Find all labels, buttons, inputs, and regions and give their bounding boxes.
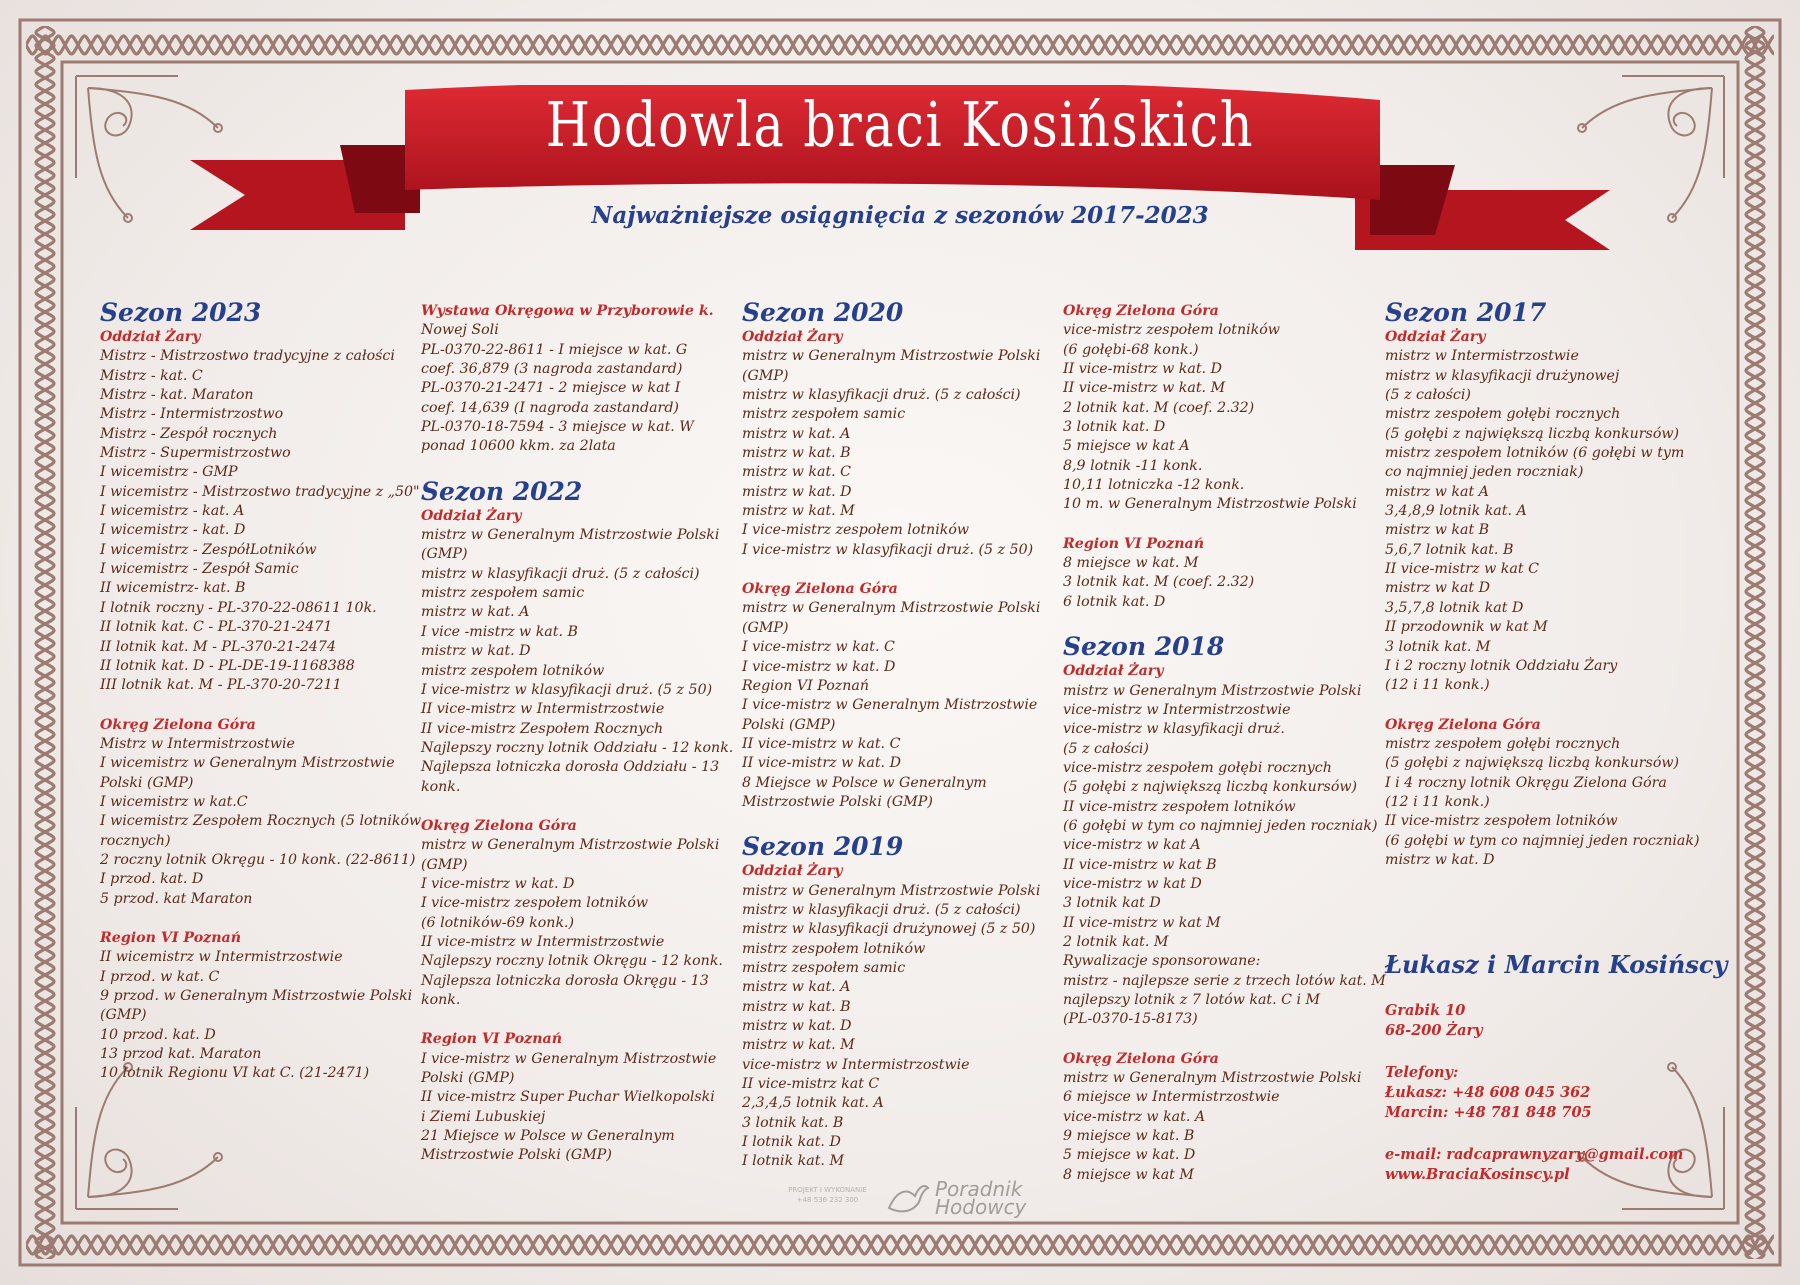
achievement-line: mistrz w klasyfikacji druż. (5 z całości) (742, 387, 1021, 404)
website-text: www.BraciaKosinscy.pl (1385, 1166, 1570, 1183)
achievement-line: mistrz w klasyfikacji druż. (5 z całości) (421, 565, 700, 582)
section-heading: Region VI Poznań (100, 929, 242, 946)
achievement-line: I wicemistrz - Zespół Samic (100, 561, 299, 578)
achievement-line: Najlepszy roczny lotnik Okręgu - 12 konk. (421, 953, 723, 970)
achievement-line: II lotnik kat. D - PL-DE-19-1168388 (100, 657, 355, 674)
achievement-line: (6 lotników-69 konk.) (421, 914, 575, 931)
achievement-line: mistrz w kat. A (742, 979, 851, 996)
achievement-list (742, 882, 1062, 1172)
season-heading: Sezon 2022 (421, 476, 583, 506)
achievement-line: mistrz zespołem samic (742, 959, 906, 976)
achievement-line: II vice-mistrz kat C (742, 1076, 880, 1093)
column-2018 (1063, 302, 1386, 1185)
achievement-line: mistrz w Generalnym Mistrzostwie Polski (421, 837, 720, 854)
achievement-line: Najlepszy roczny lotnik Oddziału - 12 konk. (421, 739, 734, 756)
achievement-line: mistrz w Generalnym Mistrzostwie Polski (421, 527, 720, 544)
achievement-line: (GMP) (742, 619, 789, 636)
achievement-line: (5 gołębi z największą liczbą konkursów) (1385, 425, 1680, 442)
achievement-list (742, 347, 1062, 560)
achievement-line: Region VI Poznań (742, 677, 869, 694)
achievement-line: I vice-mistrz w Generalnym Mistrzostwie (421, 1050, 717, 1067)
achievement-line: 10 m. w Generalnym Mistrzostwie Polski (1063, 496, 1357, 513)
achievement-line: 10 lotnik Regionu VI kat C. (21-2471) (100, 1065, 370, 1082)
achievement-line: (GMP) (421, 856, 468, 873)
achievement-line: I i 2 roczny lotnik Oddziału Żary (1385, 657, 1618, 674)
achievement-line: vice-mistrz w kat A (1063, 837, 1201, 854)
column-2022 (421, 302, 741, 1166)
achievement-line: mistrz w kat. D (1385, 851, 1495, 868)
pigeon-icon (885, 1180, 930, 1220)
owners-name: Łukasz i Marcin Kosińscy (1385, 950, 1728, 979)
section-heading: Okręg Zielona Góra (1385, 716, 1541, 733)
achievement-line: I przod. kat. D (100, 871, 204, 888)
achievement-line: coef. 14,639 (I nagroda zastandard) (421, 399, 679, 416)
achievement-line: mistrz w kat. A (421, 604, 530, 621)
achievement-line: mistrz w kat. D (742, 483, 852, 500)
achievement-line: vice-mistrz w Intermistrzostwie (1063, 701, 1291, 718)
achievement-line: 3,4,8,9 lotnik kat. A (1385, 503, 1527, 520)
achievement-line: mistrz w kat. B (742, 998, 851, 1015)
achievement-line: mistrz w kat B (1385, 522, 1490, 539)
achievement-line: I wicemistrz - kat. A (100, 503, 245, 520)
achievement-line: I wicemistrz w Generalnym Mistrzostwie (100, 755, 395, 772)
achievement-line: (12 i 11 konk.) (1385, 677, 1490, 694)
achievement-line: (6 gołębi w tym co najmniej jeden roczniak) (1385, 832, 1700, 849)
achievement-line: mistrz w kat. D (742, 1018, 852, 1034)
achievement-line: I vice-mistrz zespołem lotników (421, 895, 649, 912)
achievement-line: PL-0370-22-8611 - I miejsce w kat. G (421, 341, 688, 358)
achievement-list (1063, 321, 1383, 514)
achievement-line: konk. (421, 778, 461, 795)
achievement-line: I lotnik kat. M (742, 1153, 844, 1170)
achievement-line: II vice-mistrz w Intermistrzostwie (421, 701, 665, 718)
achievement-line: 5 przod. kat Maraton (100, 890, 253, 907)
phone-marcin: Marcin: +48 781 848 705 (1385, 1104, 1592, 1121)
achievement-line: 5 miejsce w kat. D (1063, 1147, 1196, 1164)
achievement-list (421, 836, 741, 1010)
achievement-line: I vice-mistrz w kat. C (742, 639, 895, 656)
achievement-line: II vice-mistrz w kat B (1063, 856, 1217, 873)
section-heading: Okręg Zielona Góra (742, 581, 898, 598)
achievement-line: II vice-mistrz w kat M (1063, 914, 1221, 931)
achievement-line: I vice-mistrz w klasyfikacji druż. (5 z 50) (421, 681, 713, 698)
season-heading: Sezon 2020 (742, 298, 904, 327)
achievement-line: mistrz w Generalnym Mistrzostwie Polski (742, 348, 1041, 365)
poster-subtitle: Najważniejsze osiągnięcia z sezonów 2017-2023 (591, 202, 1209, 229)
poster-title: Hodowla braci Kosińskich (545, 88, 1255, 161)
achievement-line: Mistrz w Intermistrzostwie (100, 735, 295, 752)
achievement-line: coef. 36,879 (3 nagroda zastandard) (421, 361, 683, 378)
email-text: e-mail: radcaprawnyzary@gmail.com (1385, 1146, 1684, 1163)
achievement-line: II wicemistrz- kat. B (100, 580, 246, 597)
achievement-line: (GMP) (421, 546, 468, 563)
achievement-line: vice-mistrz w klasyfikacji druż. (1063, 721, 1285, 738)
section-heading: Okręg Zielona Góra (421, 817, 577, 834)
achievement-line: I lotnik roczny - PL-370-22-08611 10k. (100, 599, 377, 616)
achievement-line: 3 lotnik kat. M (1385, 638, 1491, 655)
achievement-line: (5 gołębi z największą liczbą konkursów) (1385, 755, 1680, 772)
achievement-line: mistrz zespołem gołębi rocznych (1385, 406, 1621, 423)
achievement-line: Mistrzostwie Polski (GMP) (742, 793, 933, 810)
achievement-line: mistrz w Intermistrzostwie (1385, 348, 1579, 365)
logo-line2: Hodowcy (935, 1195, 1027, 1219)
achievement-line: 21 Miejsce w Polsce w Generalnym (421, 1128, 675, 1145)
achievement-line: I vice-mistrz w Generalnym Mistrzostwie (742, 697, 1038, 714)
achievement-line: najlepszy lotnik z 7 lotów kat. C i M (1063, 992, 1321, 1008)
achievement-line: mistrz w klasyfikacji drużynowej (1385, 367, 1620, 384)
achievement-line: (5 z całości) (1385, 387, 1471, 404)
section-heading: Region VI Poznań (1063, 535, 1205, 552)
achievement-line: mistrz zespołem lotników (742, 940, 926, 957)
achievement-line: I wicemistrz - kat. D (100, 522, 246, 539)
achievement-line: mistrz w Generalnym Mistrzostwie Polski (1063, 682, 1362, 699)
achievement-line: Mistrz - kat. C (100, 367, 203, 384)
achievement-line: Polski (GMP) (421, 1070, 515, 1087)
achievement-list (100, 347, 420, 695)
achievement-line: II wicemistrz w Intermistrzostwie (100, 949, 343, 966)
achievement-line: vice-mistrz zespołem lotników (1063, 322, 1280, 339)
achievement-line: mistrz zespołem lotników (421, 662, 605, 679)
achievement-list (421, 321, 741, 456)
achievement-line: I wicemistrz - ZespółLotników (100, 541, 317, 558)
achievement-line: 3,5,7,8 lotnik kat D (1385, 599, 1524, 616)
achievement-line: vice-mistrz w kat D (1063, 875, 1202, 892)
contact-block (1385, 950, 1728, 1185)
achievement-line: konk. (421, 992, 461, 1008)
credit-phone: +48 536 232 300 (796, 1196, 859, 1204)
section-heading: Region VI Poznań (421, 1031, 563, 1048)
achievement-line: mistrz w kat. M (742, 1037, 855, 1054)
achievement-line: 2 lotnik kat. M (coef. 2.32) (1063, 399, 1255, 416)
logo-line1: Poradnik (935, 1177, 1023, 1201)
achievement-list (100, 735, 420, 909)
achievement-line: 8 miejsce w kat. M (1063, 555, 1199, 572)
achievement-line: mistrz - najlepsze serie z trzech lotów kat. M (1063, 972, 1386, 989)
achievement-line: 2 roczny lotnik Okręgu - 10 konk. (22-8611) (100, 851, 416, 868)
achievement-line: II vice-mistrz Zespołem Rocznych (421, 720, 664, 737)
column-2023 (100, 298, 420, 1084)
achievement-line: i Ziemi Lubuskiej (421, 1108, 546, 1125)
achievement-line: Mistrz - Intermistrzostwo (100, 406, 284, 423)
season-heading: Sezon 2023 (100, 298, 262, 327)
achievement-line: I vice-mistrz w klasyfikacji druż. (5 z 50) (742, 541, 1034, 558)
achievement-list (421, 1050, 741, 1166)
achievement-line: 3 lotnik kat. M (coef. 2.32) (1063, 574, 1255, 591)
achievement-line: 9 przod. w Generalnym Mistrzostwie Polski (100, 988, 413, 1004)
season-heading: Sezon 2018 (1063, 632, 1225, 662)
achievement-line: I vice-mistrz w kat. D (742, 658, 896, 675)
achievement-line: (5 z całości) (1063, 740, 1149, 757)
achievement-line: 6 lotnik kat. D (1063, 593, 1166, 610)
achievement-line: I vice -mistrz w kat. B (421, 623, 578, 640)
achievement-list (1063, 554, 1383, 612)
achievement-line: (5 gołębi z największą liczbą konkursów) (1063, 779, 1358, 796)
section-heading: Oddział Żary (1385, 329, 1486, 345)
achievement-list (742, 599, 1062, 812)
phones-label: Telefony: (1385, 1064, 1459, 1081)
achievement-line: 3 lotnik kat. B (742, 1114, 844, 1131)
achievement-line: Mistrzostwie Polski (GMP) (421, 1147, 612, 1164)
achievement-line: I przod. w kat. C (100, 968, 220, 985)
achievement-line: II vice-mistrz zespołem lotników (1063, 798, 1296, 815)
section-heading: Oddział Żary (742, 863, 843, 880)
achievement-line: I wicemistrz Zespołem Rocznych (5 lotników (100, 813, 422, 830)
achievement-line: mistrz w kat. D (421, 643, 531, 660)
achievement-line: Nowej Soli (421, 322, 499, 339)
achievement-line: PL-0370-21-2471 - 2 miejsce w kat I (421, 380, 681, 397)
achievement-line: mistrz zespołem gołębi rocznych (1385, 735, 1621, 752)
section-heading: Oddział Żary (100, 329, 201, 345)
achievement-line: mistrz zespołem lotników (6 gołębi w tym (1385, 445, 1685, 462)
achievement-line: 9 miejsce w kat. B (1063, 1128, 1195, 1145)
phone-lukasz: Łukasz: +48 608 045 362 (1385, 1084, 1591, 1101)
column-2020-2019 (742, 298, 1062, 1172)
achievement-line: mistrz w Generalnym Mistrzostwie Polski (742, 600, 1041, 617)
achievement-line: Polski (GMP) (742, 716, 836, 733)
achievement-list (1385, 347, 1705, 695)
section-heading: Wystawa Okręgowa w Przyborowie k. (421, 303, 714, 319)
achievement-line: mistrz w kat A (1385, 483, 1489, 500)
achievement-line: II vice-mistrz w kat. C (742, 735, 901, 752)
achievement-line: co najmniej jeden roczniak) (1385, 464, 1584, 481)
achievement-line: Mistrz - Supermistrzostwo (100, 445, 291, 462)
achievement-line: II vice-mistrz w kat. D (1063, 361, 1222, 378)
section-heading: Oddział Żary (1063, 663, 1164, 680)
achievement-line: Polski (GMP) (100, 774, 194, 791)
section-heading: Okręg Zielona Góra (100, 716, 256, 733)
achievement-line: II lotnik kat. C - PL-370-21-2471 (100, 619, 333, 636)
achievement-line: Rywalizacje sponsorowane: (1063, 953, 1261, 970)
poradnik-hodowcy-logo (935, 1177, 1027, 1219)
achievement-line: I wicemistrz - Mistrzostwo tradycyjne z „50" (100, 483, 420, 500)
achievement-line: 2,3,4,5 lotnik kat. A (742, 1095, 884, 1112)
achievement-line: mistrz w kat. M (742, 503, 855, 520)
achievement-line: 8 miejsce w kat M (1063, 1166, 1194, 1183)
achievement-line: vice-mistrz zespołem gołębi rocznych (1063, 759, 1332, 776)
achievement-line: mistrz w Generalnym Mistrzostwie Polski (1063, 1070, 1362, 1087)
achievement-line: II vice-mistrz w kat. M (1063, 380, 1226, 397)
achievement-line: I wicemistrz - GMP (100, 464, 238, 481)
section-heading: Okręg Zielona Góra (1063, 303, 1219, 319)
achievement-line: 5 miejsce w kat A (1063, 438, 1190, 455)
achievement-line: 8 Miejsce w Polsce w Generalnym (742, 774, 987, 791)
achievement-list (421, 526, 741, 797)
achievement-line: II vice-mistrz w Intermistrzostwie (421, 933, 665, 950)
address-line: Grabik 10 (1385, 1002, 1466, 1019)
achievement-line: 13 przod kat. Maraton (100, 1046, 262, 1063)
achievement-line: PL-0370-18-7594 - 3 miejsce w kat. W (421, 419, 694, 436)
achievement-line: II przodownik w kat M (1385, 619, 1548, 636)
achievement-line: (12 i 11 konk.) (1385, 793, 1490, 810)
section-heading: Oddział Żary (421, 507, 522, 524)
achievement-line: 5,6,7 lotnik kat. B (1385, 541, 1514, 558)
column-2017 (1385, 298, 1705, 870)
credit-line: PROJEKT I WYKONANIE (788, 1186, 867, 1194)
achievement-line: I wicemistrz w kat.C (100, 793, 248, 810)
achievement-line: I vice-mistrz w kat. D (421, 875, 575, 892)
achievement-line: (GMP) (742, 367, 789, 384)
achievement-line: Najlepsza lotniczka dorosła Oddziału - 13 (421, 759, 720, 776)
achievement-line: (GMP) (100, 1007, 147, 1024)
achievement-line: vice-mistrz w Intermistrzostwie (742, 1056, 970, 1073)
achievement-list (1385, 735, 1705, 870)
achievement-line: I i 4 roczny lotnik Okręgu Zielona Góra (1385, 774, 1667, 791)
achievement-line: 10 przod. kat. D (100, 1026, 216, 1043)
achievement-line: 8,9 lotnik -11 konk. (1063, 457, 1203, 474)
address-line: 68-200 Żary (1385, 1022, 1483, 1039)
achievement-line: I vice-mistrz zespołem lotników (742, 522, 970, 539)
achievement-line: Najlepsza lotniczka dorosła Okręgu - 13 (421, 972, 709, 989)
achievement-line: I lotnik kat. D (742, 1134, 841, 1151)
achievement-line: ponad 10600 kkm. za 2lata (421, 438, 616, 455)
achievement-line: II lotnik kat. M - PL-370-21-2474 (100, 638, 336, 655)
achievement-line: mistrz zespołem samic (742, 406, 906, 423)
achievement-line: vice-mistrz w kat. A (1063, 1108, 1206, 1125)
achievement-list (100, 948, 420, 1083)
achievement-list (1063, 682, 1386, 1030)
achievement-line: mistrz w kat. C (742, 464, 852, 481)
achievement-list (1063, 1069, 1383, 1185)
achievement-line: 3 lotnik kat D (1063, 895, 1161, 912)
section-heading: Oddział Żary (742, 329, 843, 345)
achievement-line: II vice-mistrz Super Puchar Wielkopolski (421, 1089, 715, 1106)
achievement-line: Mistrz - Mistrzostwo tradycyjne z całości (100, 348, 395, 365)
achievement-line: 2 lotnik kat. M (1063, 933, 1169, 950)
achievement-line: (6 gołębi-68 konk.) (1063, 341, 1199, 358)
achievement-line: mistrz w klasyfikacji druż. (5 z całości) (742, 901, 1021, 918)
achievement-line: mistrz w kat. A (742, 425, 851, 442)
achievement-line: mistrz w kat D (1385, 580, 1491, 597)
season-heading: Sezon 2019 (742, 832, 904, 862)
achievement-line: Mistrz - kat. Maraton (100, 387, 254, 404)
achievement-line: (PL-0370-15-8173) (1063, 1011, 1198, 1028)
achievement-line: (6 gołębi w tym co najmniej jeden roczniak) (1063, 817, 1378, 834)
achievement-line: rocznych) (100, 832, 171, 849)
season-heading: Sezon 2017 (1385, 298, 1547, 327)
achievement-line: mistrz zespołem samic (421, 585, 585, 602)
achievement-line: II vice-mistrz w kat. D (742, 755, 901, 772)
achievement-line: Mistrz - Zespół rocznych (100, 425, 278, 442)
achievement-line: II vice-mistrz w kat C (1385, 561, 1539, 578)
achievement-line: 10,11 lotniczka -12 konk. (1063, 477, 1245, 494)
achievement-line: III lotnik kat. M - PL-370-20-7211 (100, 677, 342, 694)
achievement-line: II vice-mistrz zespołem lotników (1385, 813, 1618, 830)
achievement-line: mistrz w Generalnym Mistrzostwie Polski (742, 882, 1041, 899)
achievement-line: mistrz w kat. B (742, 445, 851, 462)
achievement-line: 6 miejsce w Intermistrzostwie (1063, 1089, 1280, 1106)
achievement-line: 3 lotnik kat. D (1063, 419, 1166, 436)
achievement-line: mistrz w klasyfikacji drużynowej (5 z 50) (742, 921, 1036, 938)
design-credit (780, 1185, 875, 1205)
section-heading: Okręg Zielona Góra (1063, 1050, 1219, 1067)
